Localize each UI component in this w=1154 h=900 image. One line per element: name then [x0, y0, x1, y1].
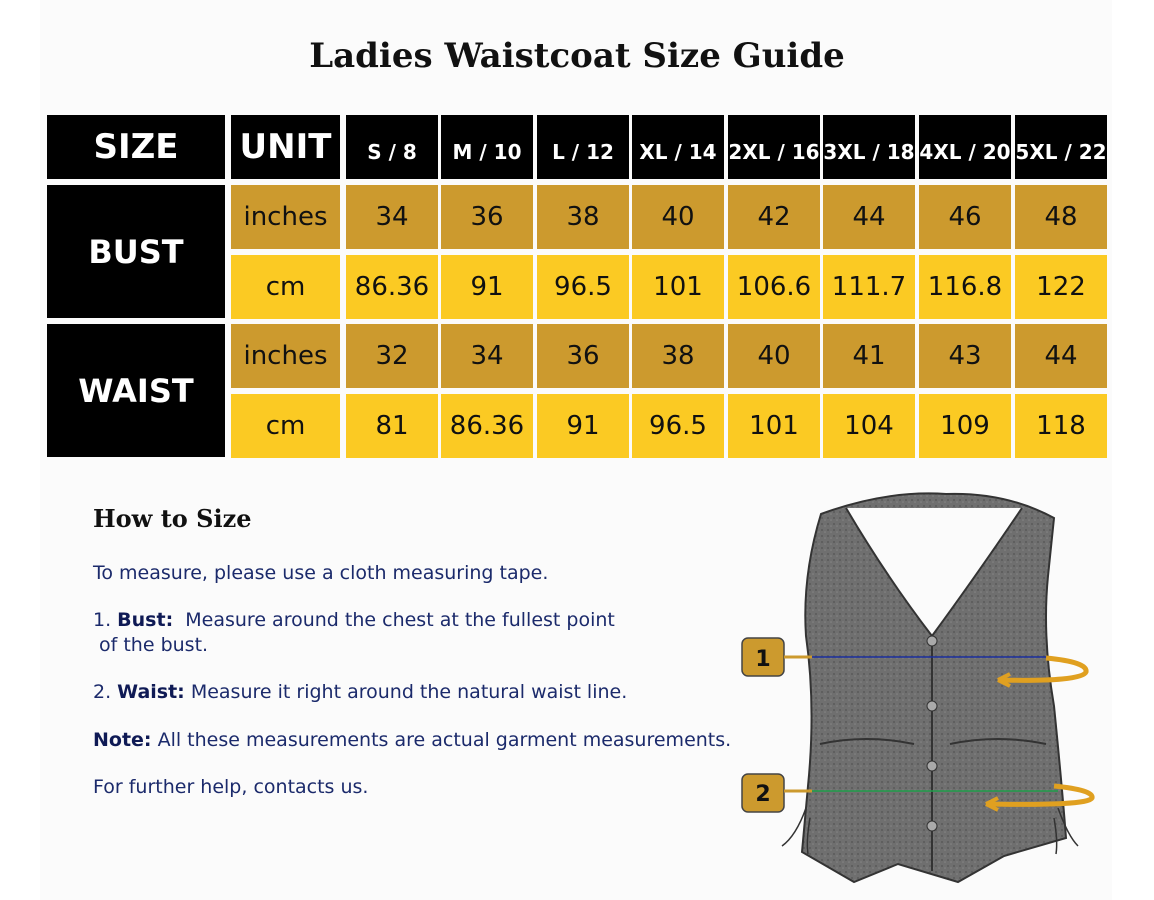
measurement-value-cell: 106.6 [728, 255, 820, 319]
size-header-cell: 4XL / 20 [919, 115, 1011, 179]
bust-text-line2: of the bust. [99, 634, 209, 656]
measurement-value-cell: 48 [1015, 185, 1107, 249]
measurement-value-cell: 42 [728, 185, 820, 249]
unit-cell: inches [231, 185, 340, 249]
size-header-cell: 3XL / 18 [823, 115, 915, 179]
unit-cell: cm [231, 394, 340, 458]
measurement-value-cell: 36 [441, 185, 533, 249]
measurement-value-cell: 36 [537, 324, 629, 388]
how-to-size-section [93, 504, 753, 798]
page-title: Ladies Waistcoat Size Guide [309, 36, 845, 76]
measurement-value-cell: 118 [1015, 394, 1107, 458]
measurement-value-cell: 41 [823, 324, 915, 388]
measurement-value-cell: 96.5 [632, 394, 724, 458]
measurement-value-cell: 44 [823, 185, 915, 249]
unit-cell: cm [231, 255, 340, 319]
intro-text: To measure, please use a cloth measuring tape. [93, 562, 549, 584]
measurement-value-cell: 96.5 [537, 255, 629, 319]
measurement-value-cell: 86.36 [346, 255, 438, 319]
measurement-value-cell: 109 [919, 394, 1011, 458]
waist-instruction [93, 681, 627, 703]
measurement-value-cell: 101 [728, 394, 820, 458]
measurement-value-cell: 34 [346, 185, 438, 249]
measurement-group-label: WAIST [47, 324, 225, 457]
unit-cell: inches [231, 324, 340, 388]
measurement-value-cell: 38 [537, 185, 629, 249]
measurement-value-cell: 46 [919, 185, 1011, 249]
size-header-cell: 5XL / 22 [1015, 115, 1107, 179]
marker-2: 2 [755, 782, 771, 807]
unit-column-header: UNIT [231, 115, 340, 179]
help-text: For further help, contacts us. [93, 776, 369, 798]
measurement-group-label: BUST [47, 185, 225, 318]
measurement-value-cell: 116.8 [919, 255, 1011, 319]
waist-prefix: 2. [93, 681, 118, 703]
measurement-value-cell: 91 [441, 255, 533, 319]
measurement-value-cell: 40 [728, 324, 820, 388]
size-header-cell: XL / 14 [632, 115, 724, 179]
measurement-value-cell: 40 [632, 185, 724, 249]
bust-instruction [93, 609, 615, 631]
measurement-value-cell: 43 [919, 324, 1011, 388]
note-text [93, 729, 731, 751]
waist-text: Measure it right around the natural waist line. [190, 681, 628, 703]
vest-illustration-icon [736, 486, 1096, 886]
marker-1: 1 [755, 647, 771, 672]
measurement-value-cell: 91 [537, 394, 629, 458]
note-body: All these measurements are actual garment measurements. [157, 729, 732, 751]
bust-text-line1: Measure around the chest at the fullest point [185, 609, 615, 631]
size-header-cell: S / 8 [346, 115, 438, 179]
measurement-value-cell: 111.7 [823, 255, 915, 319]
measurement-value-cell: 122 [1015, 255, 1107, 319]
waist-label: Waist: [117, 681, 185, 703]
measurement-value-cell: 101 [632, 255, 724, 319]
measurement-value-cell: 38 [632, 324, 724, 388]
bust-label: Bust: [117, 609, 174, 631]
size-header-cell: M / 10 [441, 115, 533, 179]
note-label: Note: [93, 729, 152, 751]
measurement-value-cell: 81 [346, 394, 438, 458]
bust-prefix: 1. [93, 609, 118, 631]
measurement-value-cell: 32 [346, 324, 438, 388]
measurement-value-cell: 104 [823, 394, 915, 458]
measurement-value-cell: 34 [441, 324, 533, 388]
measurement-value-cell: 44 [1015, 324, 1107, 388]
measurement-value-cell: 86.36 [441, 394, 533, 458]
size-column-header: SIZE [47, 115, 225, 179]
size-header-cell: L / 12 [537, 115, 629, 179]
size-header-cell: 2XL / 16 [728, 115, 820, 179]
how-to-size-heading: How to Size [93, 504, 252, 533]
